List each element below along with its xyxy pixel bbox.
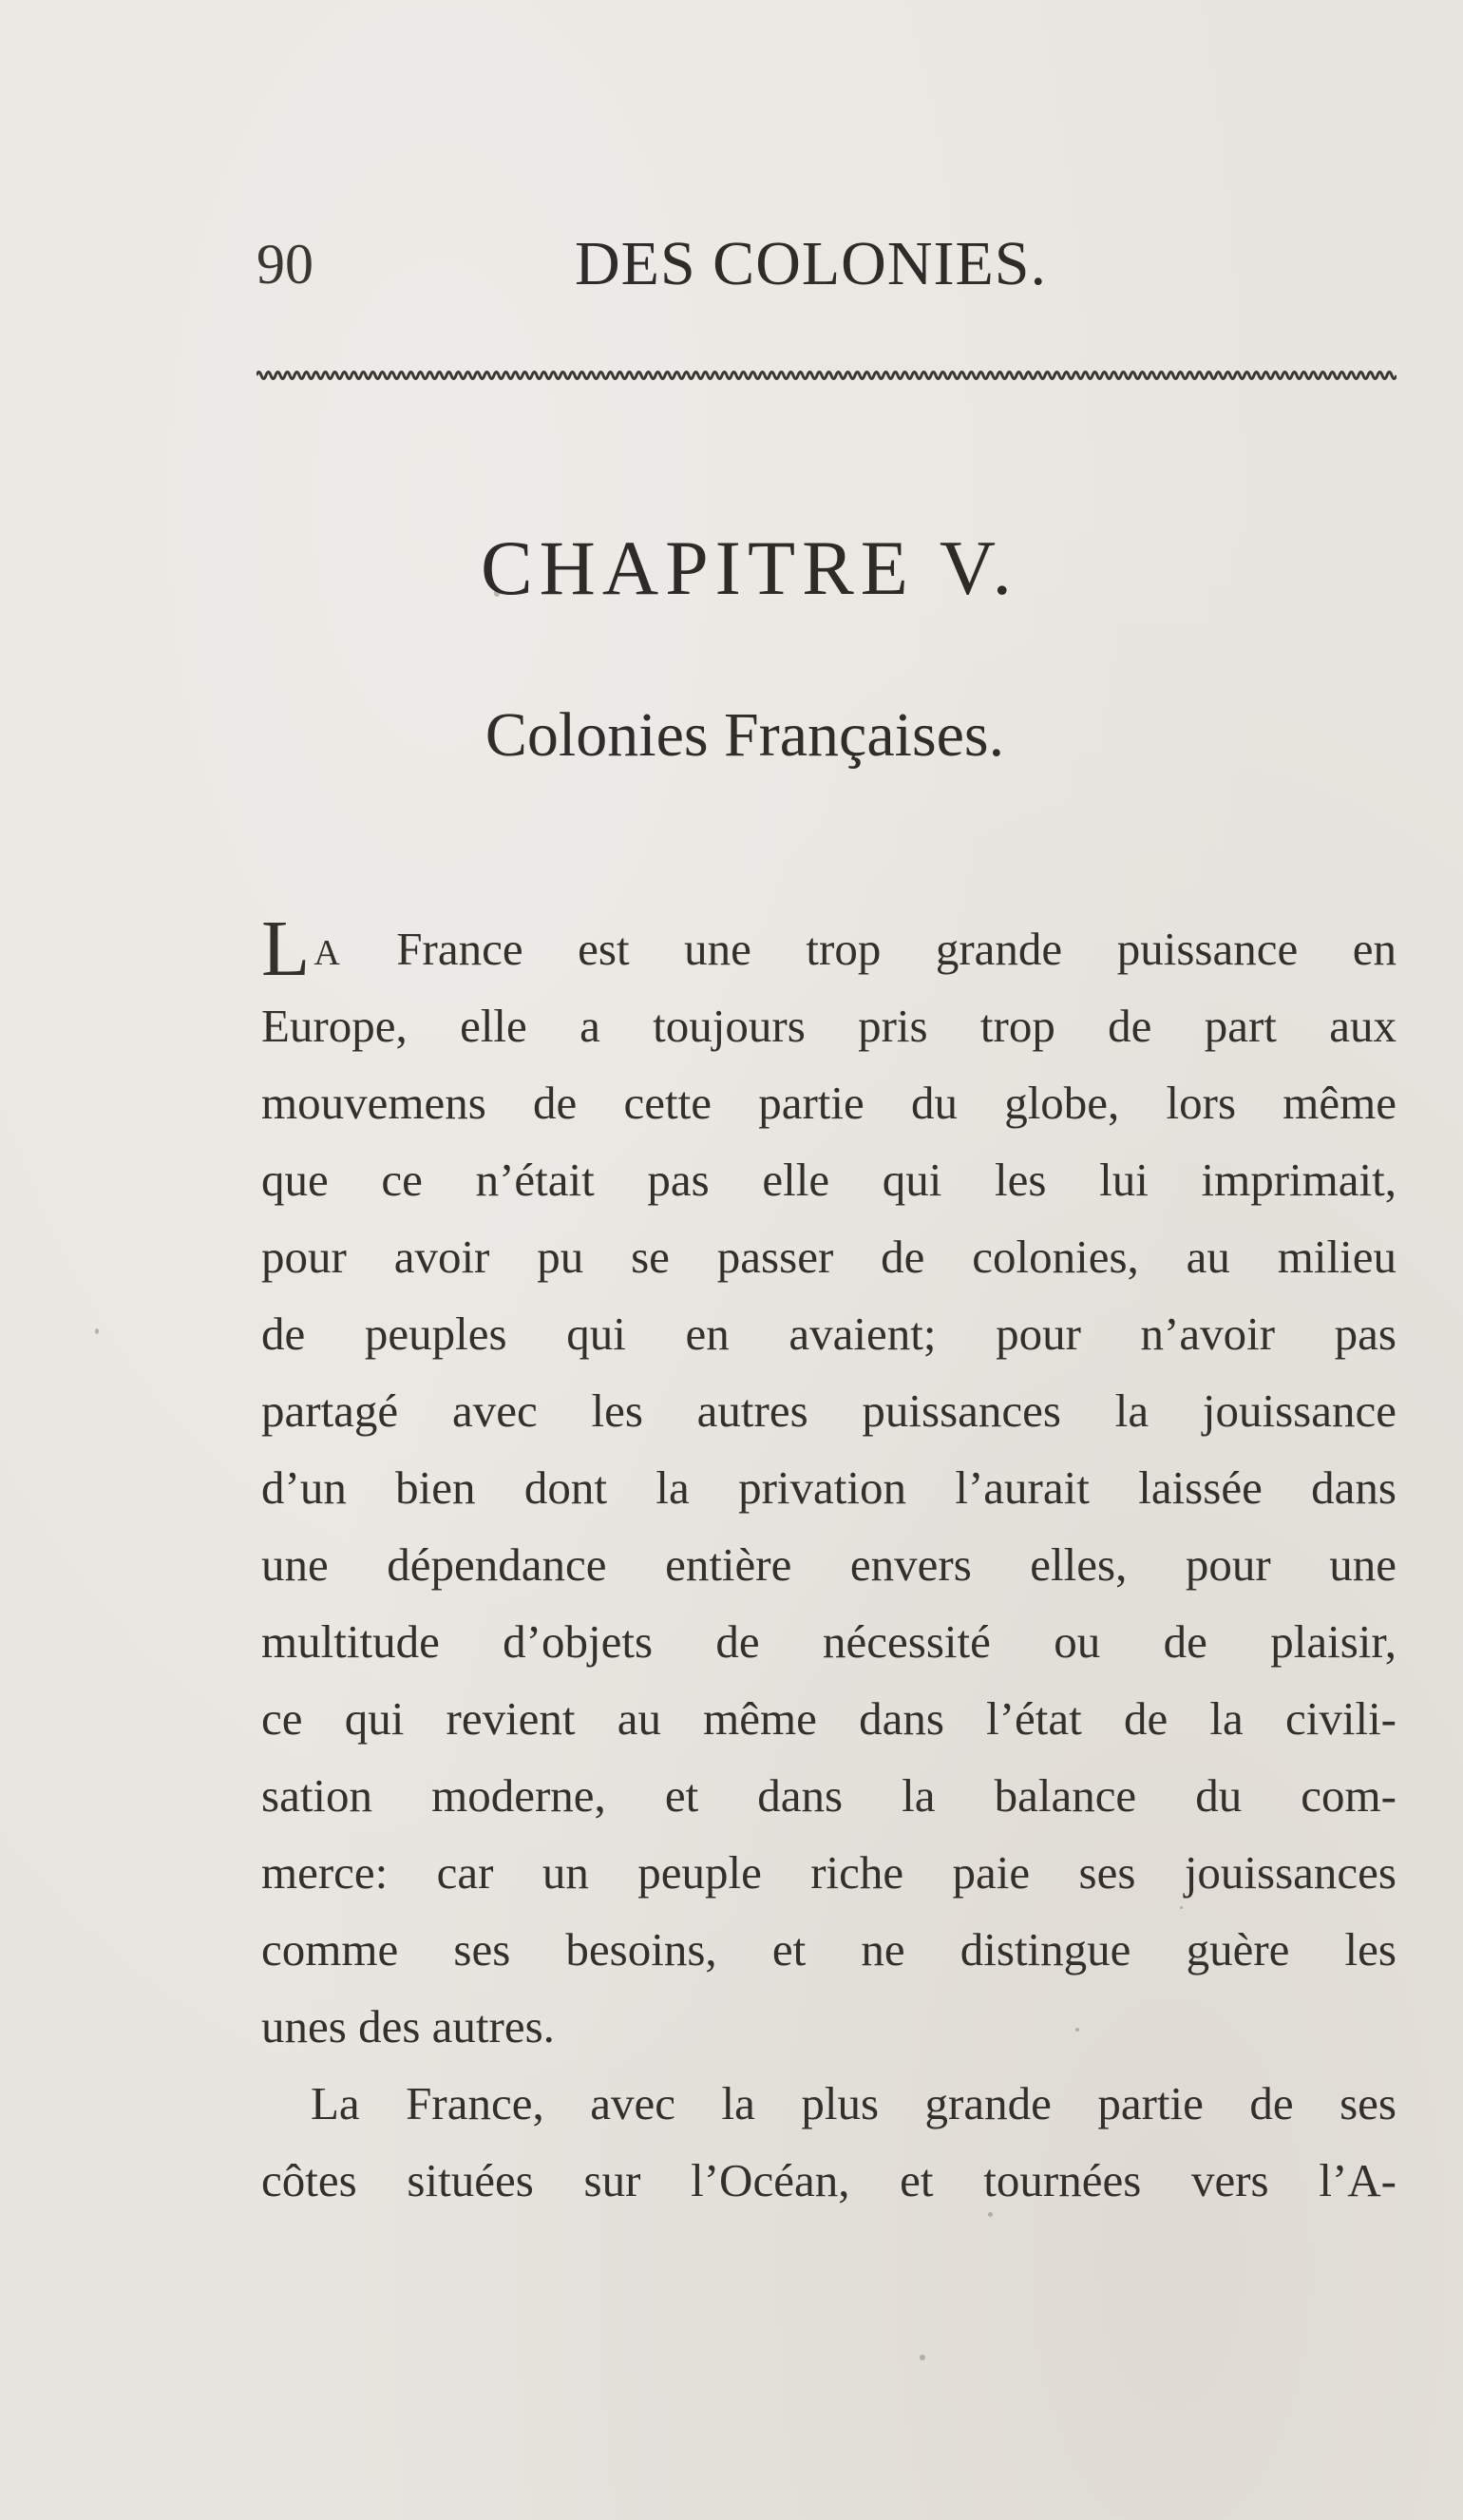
- running-head: [256, 226, 1396, 302]
- paper-speck: [920, 2355, 925, 2360]
- text-line: que ce n’était pas elle qui les lui imprimait,: [261, 1154, 1396, 1206]
- paragraph-2-line-1: La France, avec la plus grande partie de ses: [311, 2077, 1396, 2129]
- paper-speck: [95, 1328, 99, 1334]
- body-text: [261, 905, 1396, 2219]
- ornament-wave: [256, 372, 1396, 379]
- text-line: comme ses besoins, et ne distingue guère les: [261, 1923, 1396, 1976]
- dropcap-smallcaps: A: [314, 933, 342, 973]
- text-line: de peuples qui en avaient; pour n’avoir pas: [261, 1308, 1396, 1360]
- paragraph-1-line-1: [261, 905, 1396, 993]
- running-title: DES COLONIES.: [575, 229, 1048, 298]
- text-line: pour avoir pu se passer de colonies, au milieu: [261, 1231, 1396, 1283]
- text-line: d’un bien dont la privation l’aurait laissée dans: [261, 1461, 1396, 1514]
- chapter-subtitle: Colonies Françaises.: [484, 700, 1005, 770]
- text-line: côtes situées sur l’Océan, et tournées vers l’A-: [261, 2154, 1396, 2206]
- text-line: merce: car un peuple riche paie ses jouissances: [261, 1846, 1396, 1899]
- text-line: partagé avec les autres puissances la jouissance: [261, 1384, 1396, 1437]
- first-line-text: France est une trop grande puissance en: [341, 923, 1396, 975]
- text-line: ce qui revient au même dans l’état de la civili-: [261, 1692, 1396, 1745]
- text-line: sation moderne, et dans la balance du com-: [261, 1769, 1396, 1822]
- dropcap-letter: L: [261, 905, 311, 993]
- text-line: unes des autres.: [261, 2000, 555, 2052]
- ornamental-rule-pattern: [256, 367, 1396, 384]
- chapter-heading: CHAPITRE V.: [480, 525, 1019, 611]
- ornamental-rule: [256, 367, 1396, 384]
- text-line: mouvemens de cette partie du globe, lors même: [261, 1077, 1396, 1129]
- text-line: Europe, elle a toujours pris trop de part aux: [261, 1000, 1396, 1052]
- text-line: multitude d’objets de nécessité ou de plaisir,: [261, 1615, 1396, 1668]
- page-number: 90: [256, 233, 314, 296]
- text-line: une dépendance entière envers elles, pour une: [261, 1538, 1396, 1591]
